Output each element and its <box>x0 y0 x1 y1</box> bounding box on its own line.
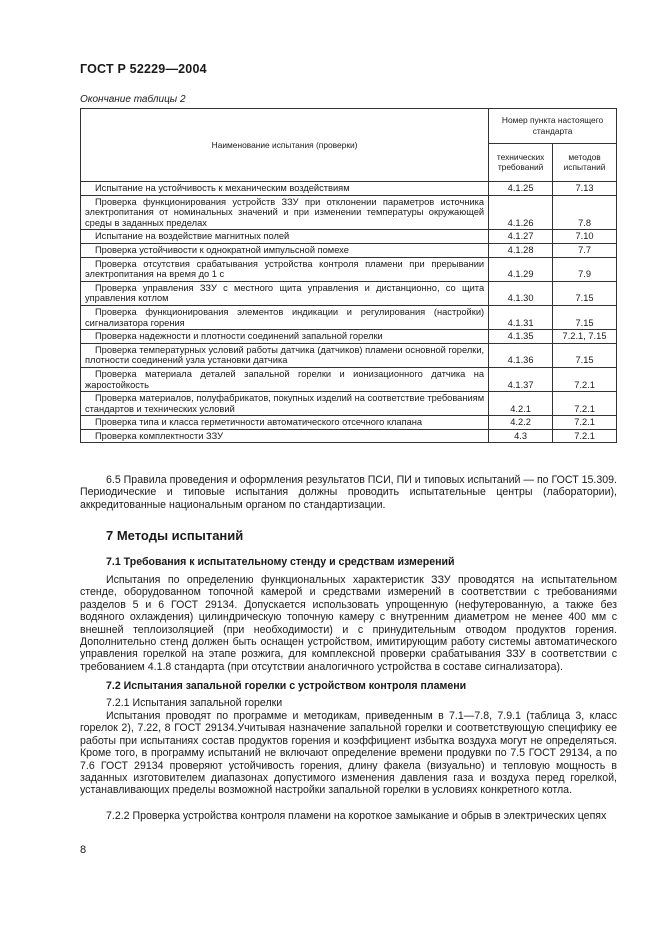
test-name-cell: Проверка функционирования устройств ЗЗУ при отклонении параметров источника электропитания от номинальных значений и при изменении температуры окружающей среды в заданных пределах <box>81 195 489 230</box>
method-clause-cell: 7.9 <box>553 257 617 281</box>
column-header-methods: методов испытаний <box>553 143 617 181</box>
table-row <box>81 330 617 344</box>
column-header-name: Наименование испытания (проверки) <box>81 109 489 182</box>
table-row <box>81 195 617 230</box>
requirement-clause-cell: 4.1.29 <box>489 257 553 281</box>
column-header-group: Номер пункта настоящего стандарта <box>489 109 617 144</box>
section-7-2-title: 7.2 Испытания запальной горелки с устройством контроля пламени <box>106 680 467 692</box>
table-row <box>81 392 617 416</box>
table-row <box>81 343 617 367</box>
method-clause-cell: 7.2.1 <box>553 416 617 430</box>
requirement-clause-cell: 4.3 <box>489 429 553 443</box>
method-clause-cell: 7.13 <box>553 182 617 196</box>
page-number: 8 <box>80 844 87 856</box>
requirement-clause-cell: 4.1.28 <box>489 243 553 257</box>
method-clause-cell: 7.2.1, 7.15 <box>553 330 617 344</box>
test-name-cell: Проверка комплектности ЗЗУ <box>81 429 489 443</box>
requirement-clause-cell: 4.2.2 <box>489 416 553 430</box>
method-clause-cell: 7.15 <box>553 281 617 305</box>
method-clause-cell: 7.2.1 <box>553 392 617 416</box>
requirement-clause-cell: 4.2.1 <box>489 392 553 416</box>
requirement-clause-cell: 4.1.35 <box>489 330 553 344</box>
paragraph-7-1: Испытания по определению функциональных характеристик ЗЗУ проводятся на испытательном стенде, оборудованном топочной камерой и средствами измерений в соответствии с требованиями разделов 5 и 6 ГОСТ 29134. Допускается использовать упрощенную (нефутерованную, а также без водяного охлаждения) цилиндрическую топочную камеру с внутренним диаметром не менее 400 мм с внешней теплоизоляцией (при необходимости) и с принудительным отводом продуктов горения. Дополнительно стенд должен быть оснащен устройством, имитирующим работу системы автоматического управления горелкой на этапе розжига, для комплексной проверки срабатывания ЗЗУ в соответствии с требованием 4.1.8 стандарта (при отсутствии аналогичного устройства в составе сигнализатора). <box>80 574 617 673</box>
paragraph-6-5: 6.5 Правила проведения и оформления результатов ПСИ, ПИ и типовых испытаний — по ГОСТ 15.309. Периодические и типовые испытания должны проводить испытательные центры (лаборатории), аккредитованные национальным органом по стандартизации. <box>80 474 617 511</box>
standard-header: ГОСТ Р 52229—2004 <box>80 62 207 76</box>
requirement-clause-cell: 4.1.37 <box>489 367 553 391</box>
method-clause-cell: 7.15 <box>553 343 617 367</box>
table-row <box>81 257 617 281</box>
table-body <box>81 182 617 443</box>
table-caption: Окончание таблицы 2 <box>80 94 186 105</box>
paragraph-7-2-2: 7.2.2 Проверка устройства контроля пламени на короткое замыкание и обрыв в электрических цепях <box>106 810 607 822</box>
test-name-cell: Проверка отсутствия срабатывания устройства контроля пламени при прерывании электропитания на время до 1 с <box>81 257 489 281</box>
test-name-cell: Проверка температурных условий работы датчика (датчиков) пламени основной горелки, плотности соединений узла установки датчика <box>81 343 489 367</box>
test-name-cell: Проверка устойчивости к однократной импульсной помехе <box>81 243 489 257</box>
paragraph-7-2-1: Испытания проводят по программе и методикам, приведенным в 7.1—7.8, 7.9.1 (таблица 3, класс горелок 2), 7.22, 8 ГОСТ 29134.Учитывая назначение запальной горелки и соответствующую специфику ее работы при испытаниях состав продуктов горения и коэффициент избытка воздуха могут не определяться. Кроме того, в программу испытаний не включают определение времени продувки по 7.5 ГОСТ 29134, а по 7.6 ГОСТ 29134 проверяют устойчивость горения, длину факела (визуально) и тепловую мощность в заданных изготовителем диапазонах допустимого изменения давления газа и воздуха перед горелкой, устанавливающих пределы возможной настройки запальной горелки в условиях конкретного котла. <box>80 710 617 797</box>
test-name-cell: Испытание на устойчивость к механическим воздействиям <box>81 182 489 196</box>
test-name-cell: Проверка надежности и плотности соединений запальной горелки <box>81 330 489 344</box>
method-clause-cell: 7.2.1 <box>553 429 617 443</box>
table-row <box>81 230 617 244</box>
test-name-cell: Проверка типа и класса герметичности автоматического отсечного клапана <box>81 416 489 430</box>
method-clause-cell: 7.2.1 <box>553 367 617 391</box>
method-clause-cell: 7.10 <box>553 230 617 244</box>
method-clause-cell: 7.8 <box>553 195 617 230</box>
requirement-clause-cell: 4.1.30 <box>489 281 553 305</box>
requirement-clause-cell: 4.1.27 <box>489 230 553 244</box>
test-name-cell: Проверка функционирования элементов индикации и регулирования (настройки) сигнализатора горения <box>81 305 489 329</box>
requirement-clause-cell: 4.1.25 <box>489 182 553 196</box>
section-7-title: 7 Методы испытаний <box>106 528 244 543</box>
test-name-cell: Проверка материала деталей запальной горелки и ионизационного датчика на жаростойкость <box>81 367 489 391</box>
section-7-1-title: 7.1 Требования к испытательному стенду и средствам измерений <box>106 556 455 568</box>
paragraph-7-2-1-heading: 7.2.1 Испытания запальной горелки <box>106 697 283 709</box>
test-name-cell: Испытание на воздействие магнитных полей <box>81 230 489 244</box>
table-row <box>81 281 617 305</box>
table-row <box>81 367 617 391</box>
tests-table <box>80 108 617 443</box>
table-row <box>81 243 617 257</box>
table-row <box>81 416 617 430</box>
column-header-requirements: технических требований <box>489 143 553 181</box>
test-name-cell: Проверка управления ЗЗУ с местного щита управления и дистанционно, со щита управления котлом <box>81 281 489 305</box>
method-clause-cell: 7.15 <box>553 305 617 329</box>
table-row <box>81 305 617 329</box>
requirement-clause-cell: 4.1.36 <box>489 343 553 367</box>
table-row <box>81 429 617 443</box>
test-name-cell: Проверка материалов, полуфабрикатов, покупных изделий на соответствие требованиям стандартов и технических условий <box>81 392 489 416</box>
method-clause-cell: 7.7 <box>553 243 617 257</box>
table-row <box>81 182 617 196</box>
requirement-clause-cell: 4.1.31 <box>489 305 553 329</box>
requirement-clause-cell: 4.1.26 <box>489 195 553 230</box>
